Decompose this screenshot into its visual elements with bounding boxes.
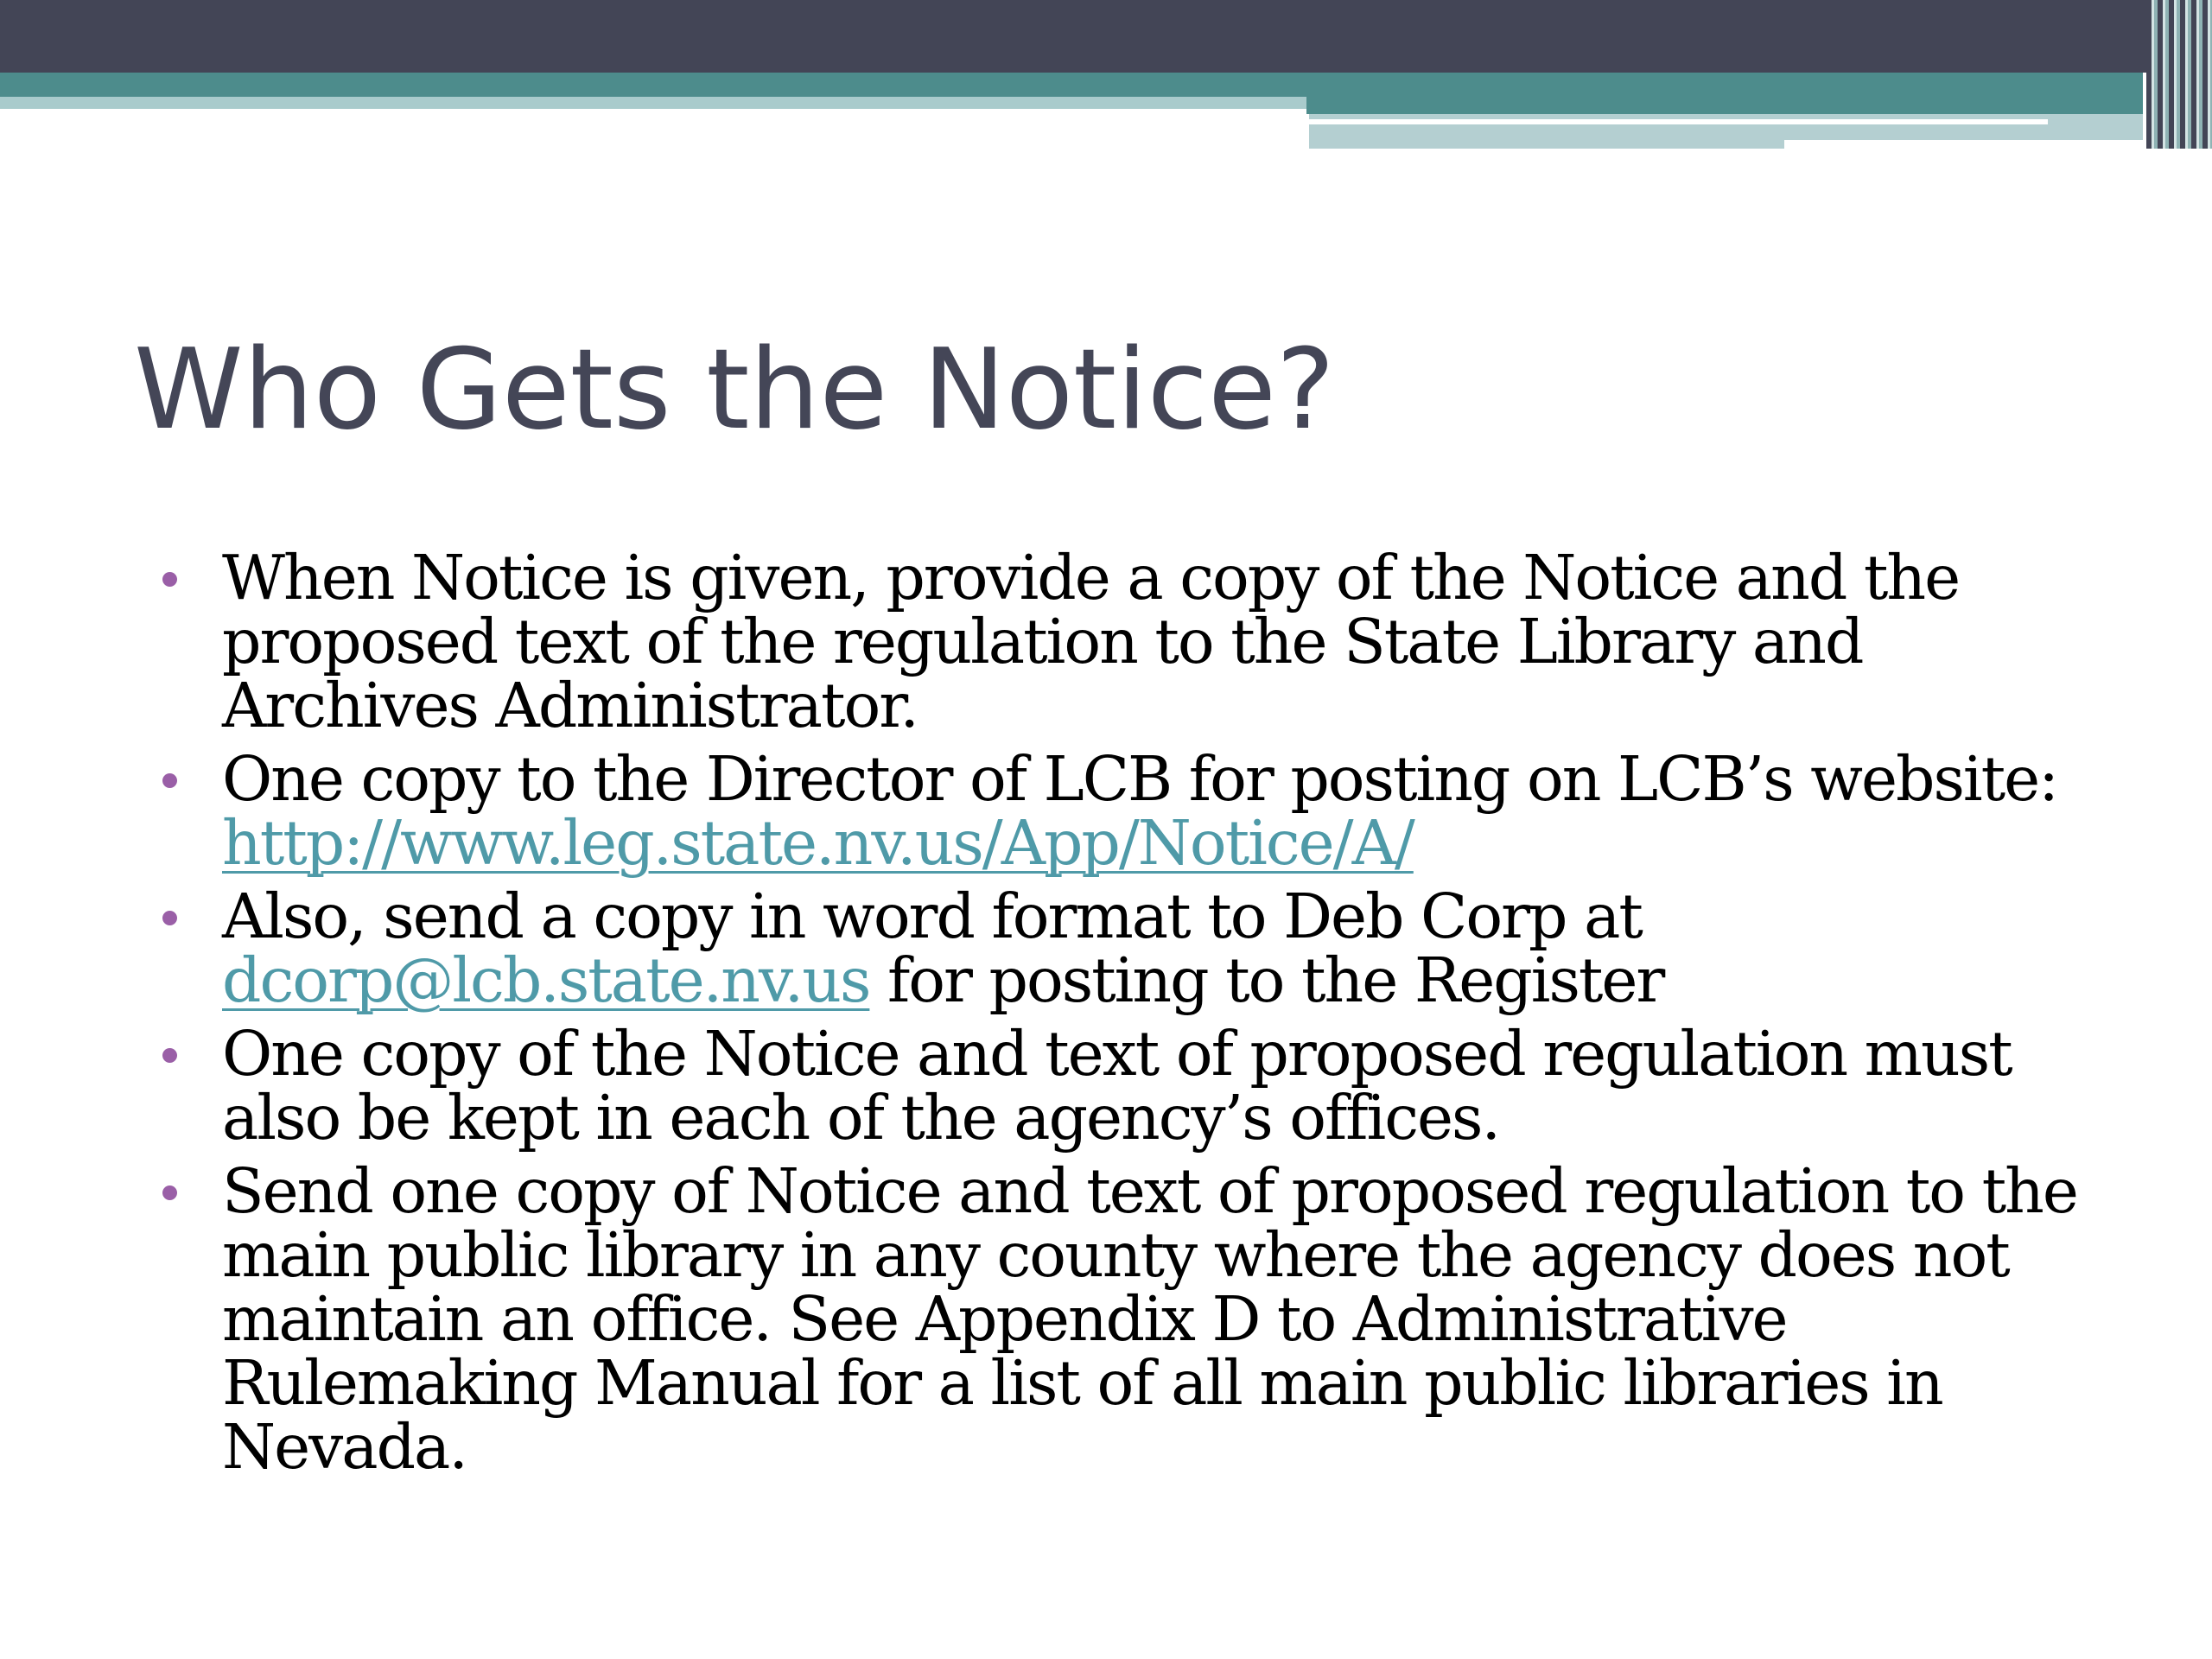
header-bar-teal	[0, 73, 2143, 97]
header-line	[1309, 119, 2048, 124]
bullet-text: One copy to the Director of LCB for posting on LCB’s website: http://www.leg.state.nv.us/App/Notice/A/	[222, 743, 2058, 879]
header-bar-teal-extension	[1306, 97, 2143, 114]
bullet-item	[156, 1155, 2108, 1483]
notice-website-link[interactable]: http://www.leg.state.nv.us/App/Notice/A/	[222, 807, 1414, 879]
slide-title: Who Gets the Notice?	[134, 326, 1335, 454]
bullet-text: One copy of the Notice and text of proposed regulation must also be kept in each of the agency’s offices.	[222, 1018, 2012, 1154]
bullet-item	[156, 743, 2108, 879]
header-bar-dark	[0, 0, 2212, 73]
bullet-item	[156, 880, 2108, 1016]
bullet-item	[156, 1018, 2108, 1154]
bullet-text: Also, send a copy in word format to Deb Corp at dcorp@lcb.state.nv.us for posting to the Register	[222, 880, 1664, 1016]
bullet-text: Send one copy of Notice and text of proposed regulation to the main public library in any county where the agency does not maintain an office. See Appendix D to Administrative Rulemaking Manual for a list of all main public libraries in Nevada.	[222, 1155, 2077, 1483]
bullet-icon	[162, 1048, 177, 1063]
bullet-icon	[162, 1185, 177, 1200]
header-line-short	[1784, 140, 2143, 149]
header-stripes	[2146, 0, 2212, 149]
bullet-icon	[162, 911, 177, 925]
email-link[interactable]: dcorp@lcb.state.nv.us	[222, 944, 870, 1016]
bullet-text: When Notice is given, provide a copy of the Notice and the proposed text of the regulation to the State Library and Archives Administrator.	[222, 542, 1960, 741]
bullet-item	[156, 542, 2108, 741]
bullet-icon	[162, 773, 177, 788]
bullet-icon	[162, 572, 177, 587]
bullet-list	[156, 542, 2108, 1489]
header-bar-light	[0, 97, 1306, 109]
